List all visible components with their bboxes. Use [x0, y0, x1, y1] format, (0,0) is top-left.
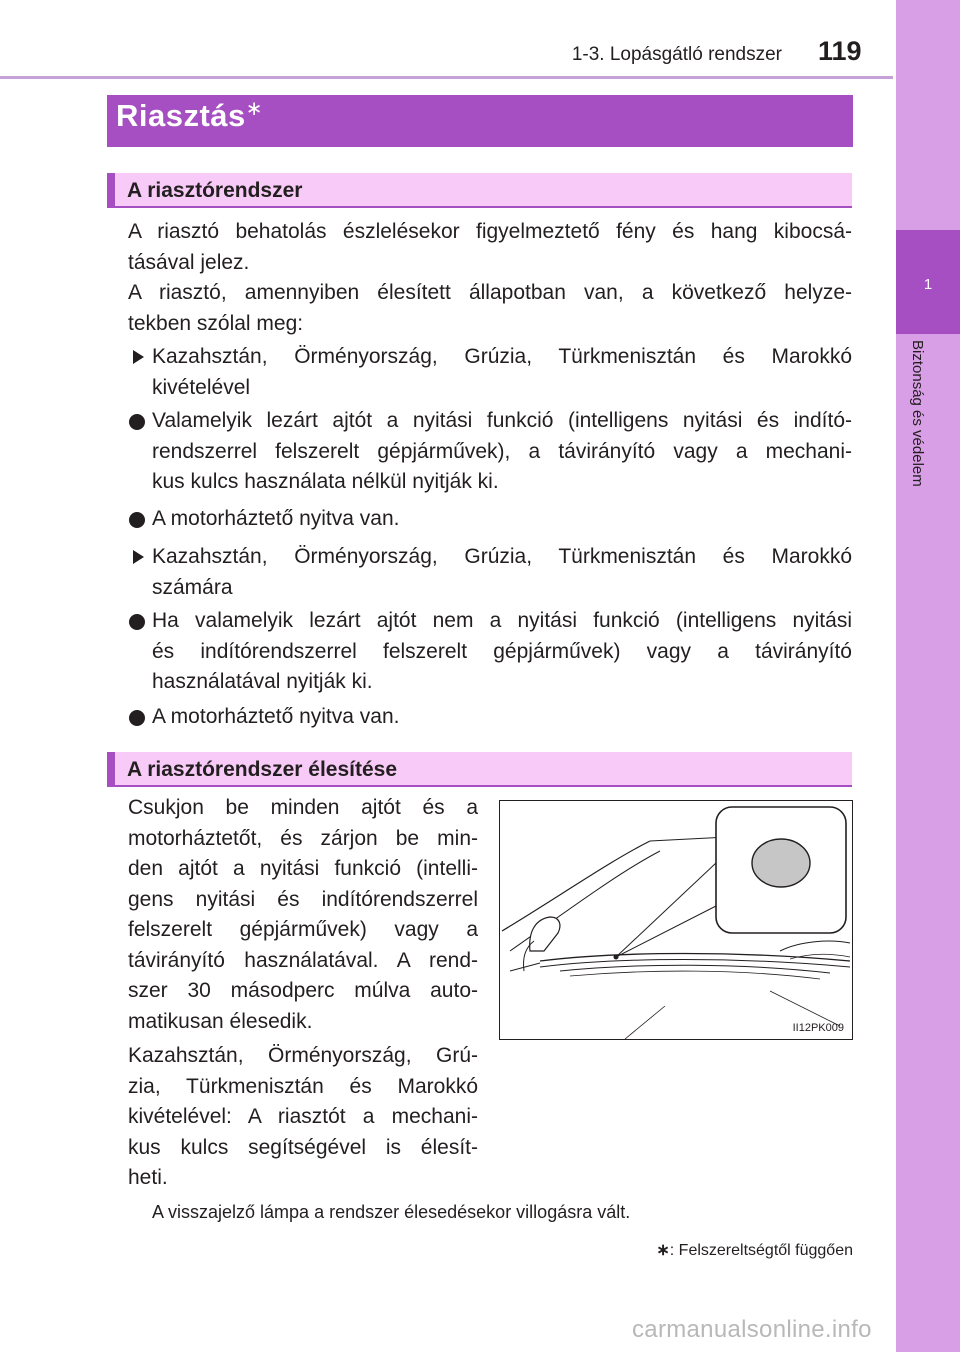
arming-paragraph: Csukjon be minden ajtót és a motorháztetőt, és zárjon be min- den ajtót a nyitási funkció (intelli- gens nyitási és indítórendszerrel felszerelt gépjárművek) vagy a távirányító használatával. A rend- szer 30 másodperc múlva auto- matikusan élesedik.	[128, 796, 478, 1033]
section-heading-text: A riasztórendszer	[127, 179, 303, 202]
footnote-star: ∗	[656, 1242, 670, 1259]
section-heading-text: A riasztórendszer élesítése	[127, 758, 398, 781]
triangle-bullet-icon	[133, 350, 144, 364]
group2-title: Kazahsztán, Örményország, Grúzia, Türkmenisztán és Marokkó számára	[152, 545, 852, 599]
footnote: ∗: Felszereltségtől függően	[656, 1242, 853, 1259]
circle-bullet-icon	[129, 710, 145, 726]
circle-bullet-icon	[129, 414, 145, 430]
page-number: 119	[818, 36, 862, 66]
section-heading-alarm-system	[107, 173, 852, 208]
mechanical-key-paragraph: Kazahsztán, Örményország, Grú- zia, Türkmenisztán és Marokkó kivételével: A riasztót a mechani- kus kulcs segítségével is élesít- heti.	[128, 1044, 478, 1189]
indicator-light-illustration	[499, 800, 853, 1040]
header-section-title: 1-3. Lopásgátló rendszer	[571, 44, 782, 65]
heading-accent-bar	[107, 173, 115, 206]
group1-title: Kazahsztán, Örményország, Grúzia, Türkmenisztán és Marokkó kivételével	[152, 345, 852, 399]
chapter-number: 1	[923, 276, 933, 293]
intro-paragraph: A riasztó behatolás észlelésekor figyelmeztető fény és hang kibocsá- tásával jelez. A riasztó, amennyiben élesített állapotban van, a következő helyze- tekben szólal meg:	[128, 220, 852, 335]
heading-accent-bar	[107, 752, 115, 785]
triangle-bullet-icon	[133, 550, 144, 564]
title-star: ∗	[245, 98, 264, 120]
figure-code: II12PK009	[792, 1022, 844, 1034]
header-divider	[0, 76, 893, 79]
group1-item-1: Valamelyik lezárt ajtót a nyitási funkció (intelligens nyitási és indító- rendszerrel felszerelt gépjárművek), a távirányító vagy a mechani- kus kulcs használata nélkül nyitják ki.	[152, 409, 852, 493]
watermark: carmanualsonline.info	[632, 1316, 872, 1343]
side-strip	[896, 0, 960, 1352]
indicator-note: A visszajelző lámpa a rendszer élesedésekor villogásra vált.	[152, 1202, 631, 1222]
chapter-title: Biztonság és védelem	[909, 340, 926, 487]
circle-bullet-icon	[129, 614, 145, 630]
group2-item-2: A motorháztető nyitva van.	[152, 705, 400, 728]
windshield-drawing	[500, 801, 852, 1039]
circle-bullet-icon	[129, 512, 145, 528]
page-title: Riasztás∗	[116, 98, 264, 133]
group2-item-1: Ha valamelyik lezárt ajtót nem a nyitási funkció (intelligens nyitási és indítórendszerrel felszerelt gépjárművek) vagy a távirányító használatával nyitják ki.	[152, 609, 852, 693]
section-heading-arming	[107, 752, 852, 787]
group1-item-2: A motorháztető nyitva van.	[152, 507, 400, 530]
